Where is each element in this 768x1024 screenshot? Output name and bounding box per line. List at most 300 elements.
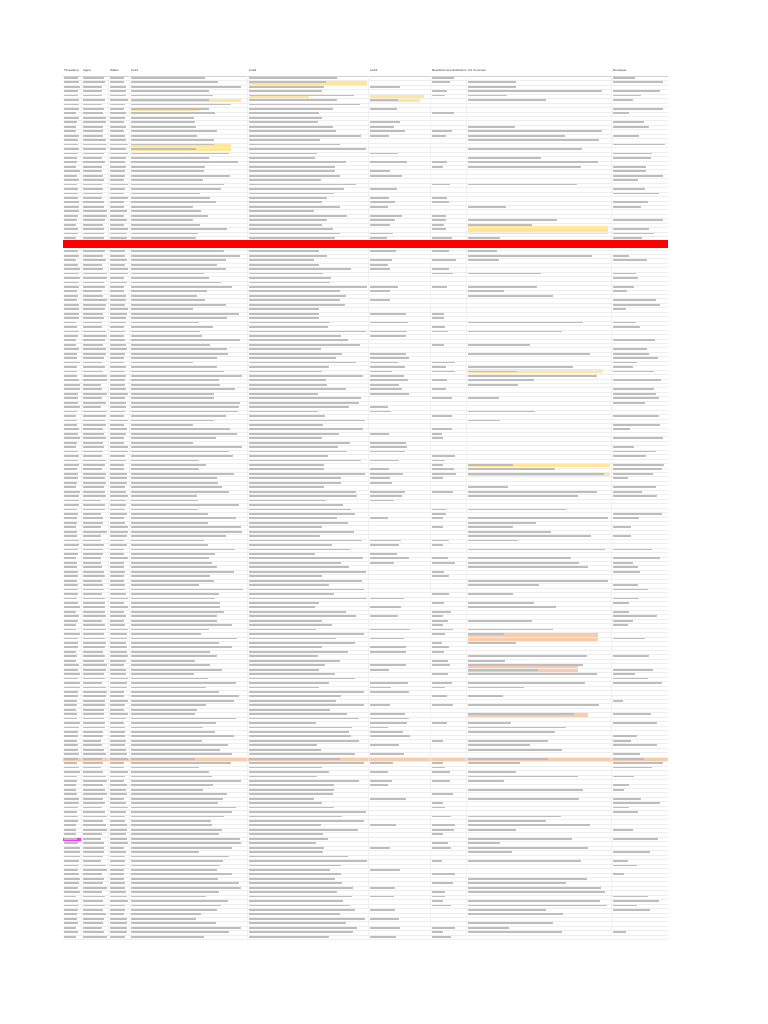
table-cell[interactable] — [432, 250, 449, 252]
table-cell[interactable] — [110, 250, 125, 252]
table-cell[interactable] — [370, 540, 401, 542]
table-cell[interactable] — [64, 838, 77, 840]
table-cell[interactable] — [613, 931, 626, 933]
table-cell[interactable] — [131, 833, 219, 835]
table-cell[interactable] — [249, 509, 351, 511]
table-cell[interactable] — [468, 464, 513, 466]
table-cell[interactable] — [83, 936, 107, 938]
table-cell[interactable] — [83, 121, 106, 123]
table-cell[interactable] — [110, 268, 128, 270]
table-cell[interactable] — [131, 491, 229, 493]
table-cell[interactable] — [249, 384, 327, 386]
table-cell[interactable] — [613, 762, 663, 764]
table-cell[interactable] — [613, 397, 659, 399]
table-cell[interactable] — [613, 455, 646, 457]
table-cell[interactable] — [131, 86, 241, 88]
table-cell[interactable] — [249, 531, 354, 533]
table-cell[interactable] — [613, 273, 636, 275]
table-cell[interactable] — [64, 353, 77, 355]
table-cell[interactable] — [110, 402, 126, 404]
table-cell[interactable] — [131, 722, 216, 724]
table-cell[interactable] — [131, 531, 242, 533]
table-cell[interactable] — [432, 464, 443, 466]
table-cell[interactable] — [370, 731, 403, 733]
table-cell[interactable] — [613, 873, 624, 875]
table-cell[interactable] — [249, 406, 349, 408]
table-cell[interactable] — [110, 793, 127, 795]
table-cell[interactable] — [131, 544, 208, 546]
table-cell[interactable] — [64, 651, 76, 653]
table-cell[interactable] — [110, 197, 128, 199]
table-cell[interactable] — [110, 130, 124, 132]
table-cell[interactable] — [110, 820, 125, 822]
table-cell[interactable] — [83, 126, 103, 128]
table-cell[interactable] — [110, 219, 127, 221]
table-cell[interactable] — [64, 393, 78, 395]
table-cell[interactable] — [110, 931, 127, 933]
table-cell[interactable] — [249, 491, 356, 493]
table-cell[interactable] — [249, 290, 340, 292]
table-cell[interactable] — [432, 767, 445, 769]
table-cell[interactable] — [64, 339, 76, 341]
table-cell[interactable] — [110, 473, 127, 475]
table-cell[interactable] — [131, 277, 209, 279]
table-cell[interactable] — [64, 865, 79, 867]
table-cell[interactable] — [249, 420, 365, 422]
table-cell[interactable] — [64, 856, 80, 858]
table-cell[interactable] — [64, 121, 77, 123]
table-cell[interactable] — [613, 486, 656, 488]
table-cell[interactable] — [110, 224, 124, 226]
table-cell[interactable] — [131, 108, 209, 110]
table-cell[interactable] — [249, 175, 340, 177]
table-cell[interactable] — [83, 446, 104, 448]
table-cell[interactable] — [249, 250, 319, 252]
table-cell[interactable] — [83, 344, 103, 346]
table-cell[interactable] — [83, 500, 101, 502]
table-cell[interactable] — [370, 473, 403, 475]
table-cell[interactable] — [249, 611, 346, 613]
table-cell[interactable] — [83, 504, 105, 506]
table-cell[interactable] — [249, 482, 341, 484]
table-cell[interactable] — [370, 544, 399, 546]
table-cell[interactable] — [249, 642, 355, 644]
table-cell[interactable] — [110, 86, 126, 88]
table-cell[interactable] — [83, 255, 103, 257]
table-cell[interactable] — [131, 646, 232, 648]
table-cell[interactable] — [432, 896, 445, 898]
table-cell[interactable] — [83, 540, 101, 542]
table-cell[interactable] — [131, 651, 210, 653]
table-cell[interactable] — [110, 313, 127, 315]
table-cell[interactable] — [64, 695, 78, 697]
table-cell[interactable] — [468, 397, 499, 399]
table-cell[interactable] — [110, 135, 125, 137]
table-cell[interactable] — [468, 740, 548, 742]
table-cell[interactable] — [64, 148, 79, 150]
table-cell[interactable] — [131, 509, 198, 511]
table-cell[interactable] — [64, 397, 78, 399]
table-cell[interactable] — [249, 833, 323, 835]
table-cell[interactable] — [613, 371, 654, 373]
table-cell[interactable] — [613, 473, 653, 475]
table-cell[interactable] — [370, 433, 389, 435]
table-cell[interactable] — [110, 740, 126, 742]
table-cell[interactable] — [83, 882, 103, 884]
table-cell[interactable] — [249, 669, 319, 671]
table-cell[interactable] — [249, 188, 344, 190]
table-cell[interactable] — [83, 700, 105, 702]
table-cell[interactable] — [432, 366, 446, 368]
table-cell[interactable] — [432, 900, 443, 902]
table-cell[interactable] — [432, 905, 451, 907]
table-cell[interactable] — [249, 464, 324, 466]
table-cell[interactable] — [249, 170, 335, 172]
table-cell[interactable] — [64, 215, 78, 217]
table-cell[interactable] — [83, 210, 107, 212]
table-cell[interactable] — [110, 295, 126, 297]
table-cell[interactable] — [432, 629, 453, 631]
table-cell[interactable] — [468, 664, 583, 666]
table-cell[interactable] — [468, 798, 579, 800]
table-cell[interactable] — [249, 451, 347, 453]
table-cell[interactable] — [64, 753, 79, 755]
table-cell[interactable] — [131, 99, 209, 101]
table-cell[interactable] — [64, 402, 78, 404]
table-cell[interactable] — [249, 455, 328, 457]
table-cell[interactable] — [613, 121, 644, 123]
table-cell[interactable] — [370, 909, 395, 911]
table-cell[interactable] — [83, 851, 104, 853]
table-cell[interactable] — [110, 905, 125, 907]
table-cell[interactable] — [249, 811, 366, 813]
table-cell[interactable] — [83, 277, 107, 279]
table-cell[interactable] — [468, 931, 562, 933]
table-cell[interactable] — [110, 237, 127, 239]
table-cell[interactable] — [131, 900, 228, 902]
table-cell[interactable] — [131, 807, 236, 809]
table-cell[interactable] — [613, 188, 645, 190]
table-cell[interactable] — [432, 807, 445, 809]
table-cell[interactable] — [64, 206, 79, 208]
table-cell[interactable] — [131, 580, 214, 582]
table-cell[interactable] — [131, 233, 198, 235]
table-cell[interactable] — [249, 277, 331, 279]
table-cell[interactable] — [370, 446, 407, 448]
table-cell[interactable] — [83, 660, 104, 662]
table-cell[interactable] — [64, 571, 78, 573]
table-cell[interactable] — [131, 611, 224, 613]
table-cell[interactable] — [468, 847, 588, 849]
table-cell[interactable] — [131, 504, 239, 506]
table-cell[interactable] — [131, 148, 196, 150]
table-cell[interactable] — [131, 135, 197, 137]
table-cell[interactable] — [83, 299, 107, 301]
table-cell[interactable] — [110, 691, 124, 693]
table-cell[interactable] — [468, 526, 513, 528]
table-cell[interactable] — [131, 638, 237, 640]
table-cell[interactable] — [110, 148, 126, 150]
table-cell[interactable] — [131, 802, 218, 804]
table-cell[interactable] — [110, 851, 126, 853]
table-cell[interactable] — [64, 642, 78, 644]
table-cell[interactable] — [249, 513, 355, 515]
header-status[interactable]: Status — [110, 68, 119, 72]
table-cell[interactable] — [249, 126, 333, 128]
table-cell[interactable] — [370, 161, 407, 163]
table-cell[interactable] — [83, 308, 105, 310]
table-cell[interactable] — [110, 108, 124, 110]
table-cell[interactable] — [468, 566, 588, 568]
table-cell[interactable] — [613, 179, 638, 181]
table-cell[interactable] — [83, 860, 101, 862]
table-cell[interactable] — [64, 313, 79, 315]
table-cell[interactable] — [83, 856, 103, 858]
table-cell[interactable] — [110, 184, 128, 186]
table-cell[interactable] — [64, 513, 78, 515]
table-cell[interactable] — [468, 860, 581, 862]
table-cell[interactable] — [83, 900, 103, 902]
table-cell[interactable] — [83, 290, 102, 292]
table-cell[interactable] — [249, 104, 360, 106]
table-cell[interactable] — [468, 549, 605, 551]
table-cell[interactable] — [110, 549, 124, 551]
table-cell[interactable] — [83, 731, 103, 733]
table-cell[interactable] — [110, 624, 125, 626]
table-cell[interactable] — [83, 406, 101, 408]
table-cell[interactable] — [131, 121, 195, 123]
table-cell[interactable] — [613, 557, 660, 559]
table-cell[interactable] — [64, 81, 79, 83]
table-cell[interactable] — [131, 762, 231, 764]
table-cell[interactable] — [83, 179, 104, 181]
table-cell[interactable] — [249, 873, 341, 875]
table-cell[interactable] — [110, 331, 125, 333]
table-cell[interactable] — [131, 157, 209, 159]
table-cell[interactable] — [131, 500, 198, 502]
table-cell[interactable] — [249, 771, 329, 773]
table-cell[interactable] — [613, 437, 663, 439]
table-cell[interactable] — [249, 731, 349, 733]
table-cell[interactable] — [468, 669, 538, 671]
table-cell[interactable] — [131, 922, 216, 924]
table-cell[interactable] — [110, 424, 124, 426]
table-cell[interactable] — [83, 264, 102, 266]
table-cell[interactable] — [432, 433, 442, 435]
table-cell[interactable] — [83, 638, 105, 640]
table-cell[interactable] — [249, 397, 361, 399]
table-cell[interactable] — [110, 598, 128, 600]
table-cell[interactable] — [83, 753, 106, 755]
table-cell[interactable] — [432, 860, 442, 862]
table-cell[interactable] — [64, 873, 79, 875]
table-cell[interactable] — [83, 580, 102, 582]
table-cell[interactable] — [83, 931, 104, 933]
table-cell[interactable] — [613, 237, 642, 239]
table-cell[interactable] — [64, 566, 77, 568]
table-cell[interactable] — [249, 856, 348, 858]
table-cell[interactable] — [64, 224, 76, 226]
table-cell[interactable] — [64, 936, 76, 938]
table-cell[interactable] — [613, 135, 639, 137]
table-cell[interactable] — [468, 606, 556, 608]
table-cell[interactable] — [249, 468, 324, 470]
table-cell[interactable] — [249, 526, 322, 528]
table-cell[interactable] — [249, 95, 354, 97]
table-cell[interactable] — [131, 851, 199, 853]
table-cell[interactable] — [83, 326, 102, 328]
table-cell[interactable] — [131, 691, 219, 693]
table-cell[interactable] — [110, 758, 128, 760]
table-cell[interactable] — [613, 589, 648, 591]
table-cell[interactable] — [432, 802, 443, 804]
table-cell[interactable] — [83, 922, 103, 924]
table-cell[interactable] — [83, 820, 103, 822]
table-cell[interactable] — [131, 393, 214, 395]
table-cell[interactable] — [83, 905, 105, 907]
table-cell[interactable] — [131, 549, 235, 551]
table-cell[interactable] — [83, 313, 103, 315]
table-cell[interactable] — [83, 927, 102, 929]
table-cell[interactable] — [83, 468, 102, 470]
table-cell[interactable] — [83, 357, 104, 359]
table-cell[interactable] — [131, 473, 234, 475]
table-cell[interactable] — [131, 513, 208, 515]
table-cell[interactable] — [110, 411, 125, 413]
table-cell[interactable] — [249, 415, 325, 417]
table-cell[interactable] — [131, 95, 213, 97]
table-cell[interactable] — [613, 758, 644, 760]
table-cell[interactable] — [613, 517, 639, 519]
table-cell[interactable] — [64, 509, 77, 511]
table-cell[interactable] — [64, 744, 78, 746]
table-cell[interactable] — [468, 633, 504, 635]
table-cell[interactable] — [64, 664, 79, 666]
table-cell[interactable] — [613, 477, 628, 479]
table-cell[interactable] — [613, 735, 637, 737]
table-cell[interactable] — [432, 660, 448, 662]
table-cell[interactable] — [110, 104, 125, 106]
table-cell[interactable] — [64, 286, 79, 288]
table-cell[interactable] — [370, 224, 390, 226]
table-cell[interactable] — [131, 660, 195, 662]
table-cell[interactable] — [432, 882, 453, 884]
table-cell[interactable] — [110, 339, 125, 341]
table-cell[interactable] — [370, 442, 406, 444]
table-cell[interactable] — [83, 549, 103, 551]
table-cell[interactable] — [613, 838, 658, 840]
table-cell[interactable] — [64, 424, 77, 426]
table-cell[interactable] — [370, 495, 402, 497]
table-cell[interactable] — [64, 646, 78, 648]
table-cell[interactable] — [370, 384, 399, 386]
table-cell[interactable] — [432, 473, 456, 475]
table-cell[interactable] — [432, 95, 445, 97]
table-cell[interactable] — [64, 362, 80, 364]
table-cell[interactable] — [64, 789, 76, 791]
table-cell[interactable] — [131, 117, 194, 119]
table-cell[interactable] — [613, 308, 626, 310]
table-cell[interactable] — [110, 660, 126, 662]
table-cell[interactable] — [249, 540, 362, 542]
table-cell[interactable] — [468, 816, 561, 818]
table-cell[interactable] — [370, 259, 392, 261]
table-cell[interactable] — [468, 762, 520, 764]
table-cell[interactable] — [249, 882, 342, 884]
table-cell[interactable] — [370, 153, 398, 155]
table-cell[interactable] — [131, 206, 193, 208]
table-cell[interactable] — [64, 504, 79, 506]
table-cell[interactable] — [468, 704, 599, 706]
table-cell[interactable] — [83, 473, 106, 475]
table-cell[interactable] — [468, 557, 571, 559]
table-cell[interactable] — [370, 687, 391, 689]
table-cell[interactable] — [370, 824, 396, 826]
table-cell[interactable] — [370, 482, 392, 484]
table-cell[interactable] — [613, 81, 663, 83]
table-cell[interactable] — [613, 905, 637, 907]
table-cell[interactable] — [432, 273, 453, 275]
table-cell[interactable] — [64, 460, 78, 462]
table-cell[interactable] — [64, 517, 77, 519]
table-cell[interactable] — [131, 442, 193, 444]
table-cell[interactable] — [83, 695, 106, 697]
table-cell[interactable] — [131, 317, 227, 319]
table-cell[interactable] — [468, 90, 602, 92]
table-cell[interactable] — [83, 268, 103, 270]
table-cell[interactable] — [64, 179, 79, 181]
table-cell[interactable] — [83, 807, 102, 809]
table-cell[interactable] — [468, 829, 516, 831]
table-cell[interactable] — [249, 851, 323, 853]
table-cell[interactable] — [110, 927, 127, 929]
table-cell[interactable] — [468, 660, 505, 662]
table-cell[interactable] — [64, 784, 76, 786]
table-cell[interactable] — [110, 117, 125, 119]
table-cell[interactable] — [131, 896, 206, 898]
table-cell[interactable] — [64, 326, 77, 328]
table-cell[interactable] — [370, 99, 398, 101]
table-cell[interactable] — [64, 442, 77, 444]
table-cell[interactable] — [64, 624, 76, 626]
table-cell[interactable] — [432, 540, 449, 542]
table-cell[interactable] — [249, 348, 321, 350]
table-cell[interactable] — [370, 188, 397, 190]
table-cell[interactable] — [110, 646, 127, 648]
table-cell[interactable] — [249, 255, 327, 257]
table-cell[interactable] — [64, 780, 77, 782]
table-cell[interactable] — [249, 268, 351, 270]
table-cell[interactable] — [432, 575, 449, 577]
table-cell[interactable] — [64, 348, 79, 350]
table-cell[interactable] — [249, 282, 330, 284]
table-cell[interactable] — [83, 304, 106, 306]
table-cell[interactable] — [64, 139, 78, 141]
table-cell[interactable] — [249, 339, 348, 341]
table-cell[interactable] — [249, 215, 347, 217]
table-cell[interactable] — [83, 322, 102, 324]
table-cell[interactable] — [613, 865, 637, 867]
table-cell[interactable] — [83, 624, 105, 626]
table-cell[interactable] — [370, 500, 394, 502]
table-cell[interactable] — [110, 170, 125, 172]
table-cell[interactable] — [64, 482, 77, 484]
table-cell[interactable] — [110, 829, 127, 831]
table-cell[interactable] — [64, 388, 80, 390]
table-cell[interactable] — [613, 860, 628, 862]
table-cell[interactable] — [110, 504, 126, 506]
table-cell[interactable] — [83, 339, 105, 341]
